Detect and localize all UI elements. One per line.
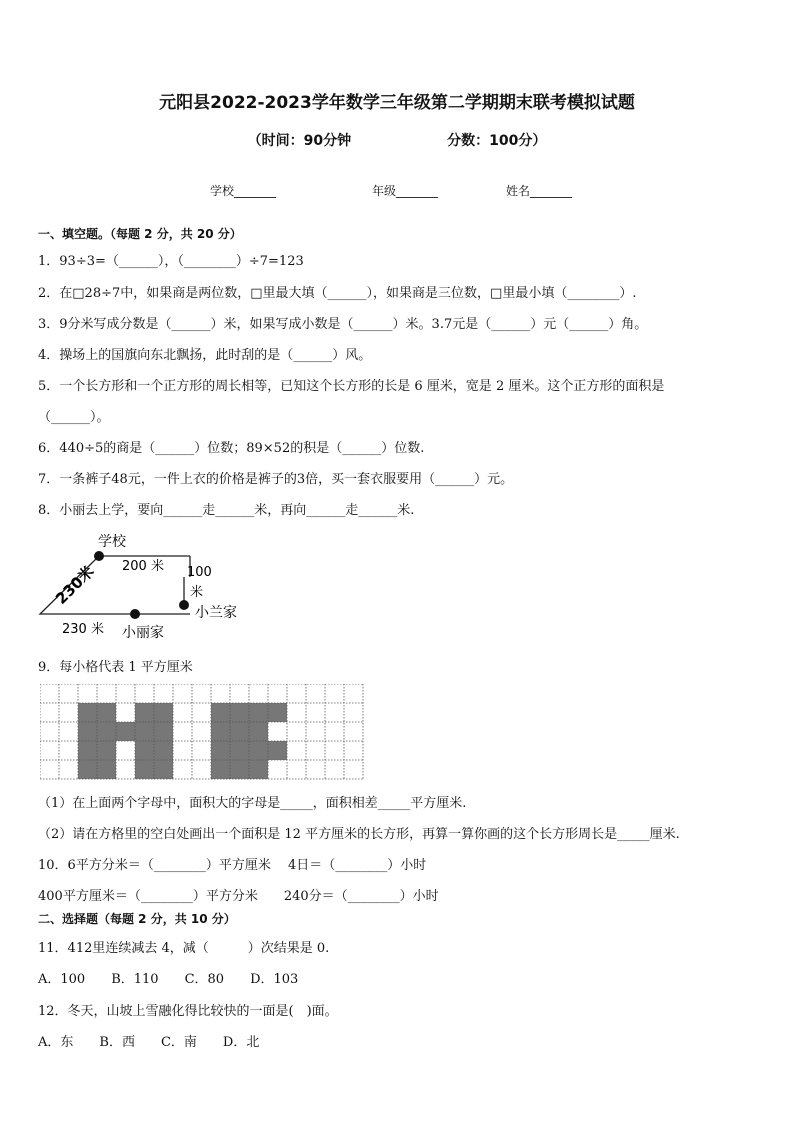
letter-cell [249,741,268,760]
section-fill-header: 一、填空题。（每题 2 分，共 20 分） [38,227,242,241]
letter-cell [249,703,268,722]
question-1: 1．93÷3=（______），（________）÷7=123 [38,254,304,269]
option-b: B．110 [111,972,159,987]
letter-cell [268,703,287,722]
question-5-line1: 5．一个长方形和一个正方形的周长相等，已知这个长方形的长是 6 厘米，宽是 2 厘米。这个正方形的面积是 [38,379,665,394]
question-3: 3．9分米写成分数是（______）米，如果写成小数是（______）米。3.7元是（______）元（______）角。 [38,317,648,332]
right-distance-unit: 米 [190,585,204,600]
letter-cell [97,703,116,722]
question-7: 7．一条裤子48元，一件上衣的价格是裤子的3倍，买一套衣服要用（______）元。 [38,472,514,487]
letter-cell [78,760,97,779]
top-distance-label: 200 米 [122,559,164,574]
question-11: 11．412里连续减去 4，减（ ）次结果是 0. [38,941,330,956]
question-8: 8．小丽去上学，要向______走______米，再向______走______米. [38,503,415,518]
question-5-line2: （______）。 [38,410,110,425]
letter-cell [154,760,173,779]
question-9-part-1: （1）在上面两个字母中，面积大的字母是_____，面积相差_____平方厘米. [38,796,467,811]
time-label: （时间：90分钟 [247,133,352,149]
letter-cell [211,760,230,779]
letter-cell [78,741,97,760]
question-10-line2: 400平方厘米＝（________）平方分米 240分＝（________）小时 [38,889,439,904]
school-field: 学校_______ [210,184,277,198]
letter-cell [249,760,268,779]
letter-cell [135,760,154,779]
letter-cell [230,760,249,779]
lili-home-label: 小丽家 [122,625,164,641]
letter-cell [230,722,249,741]
option-a: A．东 [38,1035,74,1050]
letter-cell [78,722,97,741]
letter-cell [230,741,249,760]
grade-field: 年级_______ [372,184,439,198]
letter-cell [154,703,173,722]
letter-cell [268,741,287,760]
route-map [30,525,270,650]
option-b: B．西 [99,1035,135,1050]
question-2: 2．在□28÷7中，如果商是两位数，□里最大填（______），如果商是三位数，□里最小填（________）. [38,286,637,301]
right-distance-number: 100 [187,565,212,580]
question-9-part-2: （2）请在方格里的空白处画出一个面积是 12 平方厘米的长方形，再算一算你画的这个长方形周长是_____厘米. [38,827,680,842]
letter-cell [135,741,154,760]
letter-cell [78,703,97,722]
letter-grid [40,684,382,780]
letter-cell [154,741,173,760]
exam-title: 元阳县2022-2023学年数学三年级第二学期期末联考模拟试题 [159,93,635,113]
question-9: 9．每小格代表 1 平方厘米 [38,660,193,675]
letter-cell [211,703,230,722]
letter-cell [97,741,116,760]
lanlan-home-dot [179,600,189,610]
question-6: 6．440÷5的商是（______）位数；89×52的积是（______）位数. [38,441,425,456]
question-10-line1: 10．6平方分米＝（________）平方厘米 4日＝（________）小时 [38,858,427,873]
section-choice-header: 二、选择题（每题 2 分，共 10 分） [38,912,236,926]
lili-home-dot [130,609,140,619]
option-d: D．103 [250,972,299,987]
letter-cell [97,760,116,779]
option-d: D．北 [222,1035,260,1050]
letter-cell [230,703,249,722]
question-12: 12．冬天，山坡上雪融化得比较快的一面是( )面。 [38,1004,338,1019]
name-field: 姓名_______ [506,184,573,198]
letter-cell [135,703,154,722]
letter-cell [211,741,230,760]
option-c: C．南 [160,1035,197,1050]
option-a: A．100 [38,972,86,987]
exam-subtitle [0,130,794,150]
lanlan-home-label: 小兰家 [195,605,237,621]
school-label: 学校 [98,534,126,550]
question-12-options [38,1031,285,1050]
school-dot [94,551,104,561]
score-label: 分数：100分） [447,133,547,149]
letter-cell [211,722,230,741]
letter-cell [135,722,154,741]
letter-cell [116,722,135,741]
question-11-options [38,968,324,987]
question-4: 4．操场上的国旗向东北飘扬，此时刮的是（______）风。 [38,348,372,363]
letter-cell [97,722,116,741]
letter-cell [249,722,268,741]
bottom-distance-label: 230 米 [62,622,104,637]
letter-cell [154,722,173,741]
option-c: C．80 [184,972,225,987]
diagonal-distance-label: 230米 [52,562,98,608]
